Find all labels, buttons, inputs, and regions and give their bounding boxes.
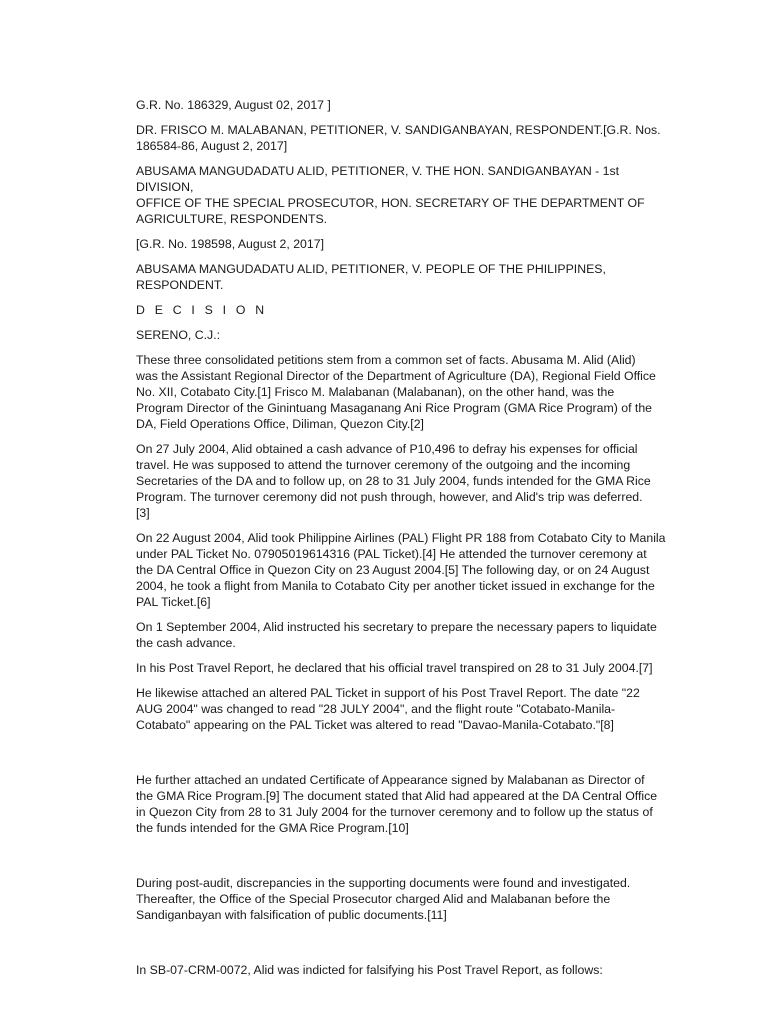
case-number-198598: [G.R. No. 198598, August 2, 2017]: [136, 237, 324, 251]
body-paragraph: He further attached an undated Certificate of Appearance signed by Malabanan as Director of the GMA Rice Program.[9] The document stated that Alid had appeared at the DA Central Office in Quezon City from 28 to 31 July 2004 for the turnover ceremony and to follow up the status of the funds intended for the GMA Rice Program.[10]: [136, 773, 658, 835]
body-paragraph: These three consolidated petitions stem from a common set of facts. Abusama M. Alid (Alid) was the Assistant Regional Director of the Department of Agriculture (DA), Regional Field Office No. XII, Cotabato City.[1] Frisco M. Malabanan (Malabanan), on the other hand, was the Program Director of the Ginintuang Masaganang Ani Rice Program (GMA Rice Program) of the DA, Field Operations Office, Diliman, Quezon City.[2]: [136, 353, 656, 431]
body-paragraph: In his Post Travel Report, he declared that his official travel transpired on 28 to 31 July 2004.[7]: [136, 661, 653, 675]
body-paragraph: During post-audit, discrepancies in the supporting documents were found and investigated. Thereafter, the Office of the Special Prosecutor charged Alid and Malabanan before the Sandiganbayan with falsification of public documents.[11]: [136, 876, 631, 922]
case-title-alid-sandiganbayan: ABUSAMA MANGUDADATU ALID, PETITIONER, V. THE HON. SANDIGANBAYAN - 1st DIVISION, OFFICE OF THE SPECIAL PROSECUTOR, HON. SECRETARY OF THE DEPARTMENT OF AGRICULTURE, RESPONDENTS.: [136, 164, 645, 226]
body-paragraph: On 22 August 2004, Alid took Philippine Airlines (PAL) Flight PR 188 from Cotabato City to Manila under PAL Ticket No. 07905019614316 (PAL Ticket).[4] He attended the turnover ceremony at the DA Central Office in Quezon City on 23 August 2004.[5] The following day, or on 24 August 2004, he took a flight from Manila to Cotabato City per another ticket issued in exchange for the PAL Ticket.[6]: [136, 531, 666, 609]
body-paragraph: On 1 September 2004, Alid instructed his secretary to prepare the necessary papers to liquidate the cash advance.: [136, 620, 657, 650]
body-paragraph: In SB-07-CRM-0072, Alid was indicted for falsifying his Post Travel Report, as follows:: [136, 963, 603, 977]
ponente-line: SERENO, C.J.:: [136, 328, 221, 342]
case-title-alid-people: ABUSAMA MANGUDADATU ALID, PETITIONER, V. PEOPLE OF THE PHILIPPINES, RESPONDENT.: [136, 262, 606, 292]
decision-heading: D E C I S I O N: [136, 303, 268, 317]
body-paragraph: On 27 July 2004, Alid obtained a cash advance of P10,496 to defray his expenses for official travel. He was supposed to attend the turnover ceremony of the outgoing and the incoming Secretaries of the DA and to follow up, on 28 to 31 July 2004, funds intended for the GMA Rice Program. The turnover ceremony did not push through, however, and Alid's trip was deferred. [3]: [136, 442, 651, 520]
case-number-header: G.R. No. 186329, August 02, 2017 ]: [136, 98, 331, 112]
case-title-malabanan: DR. FRISCO M. MALABANAN, PETITIONER, V. SANDIGANBAYAN, RESPONDENT.[G.R. Nos. 186584-86, August 2, 2017]: [136, 123, 661, 153]
body-paragraph: He likewise attached an altered PAL Ticket in support of his Post Travel Report. The date "22 AUG 2004" was changed to read "28 JULY 2004", and the flight route "Cotabato-Manila- Cotabato" appearing on the PAL Ticket was altered to read "Davao-Manila-Cotabato."[8]: [136, 686, 640, 732]
